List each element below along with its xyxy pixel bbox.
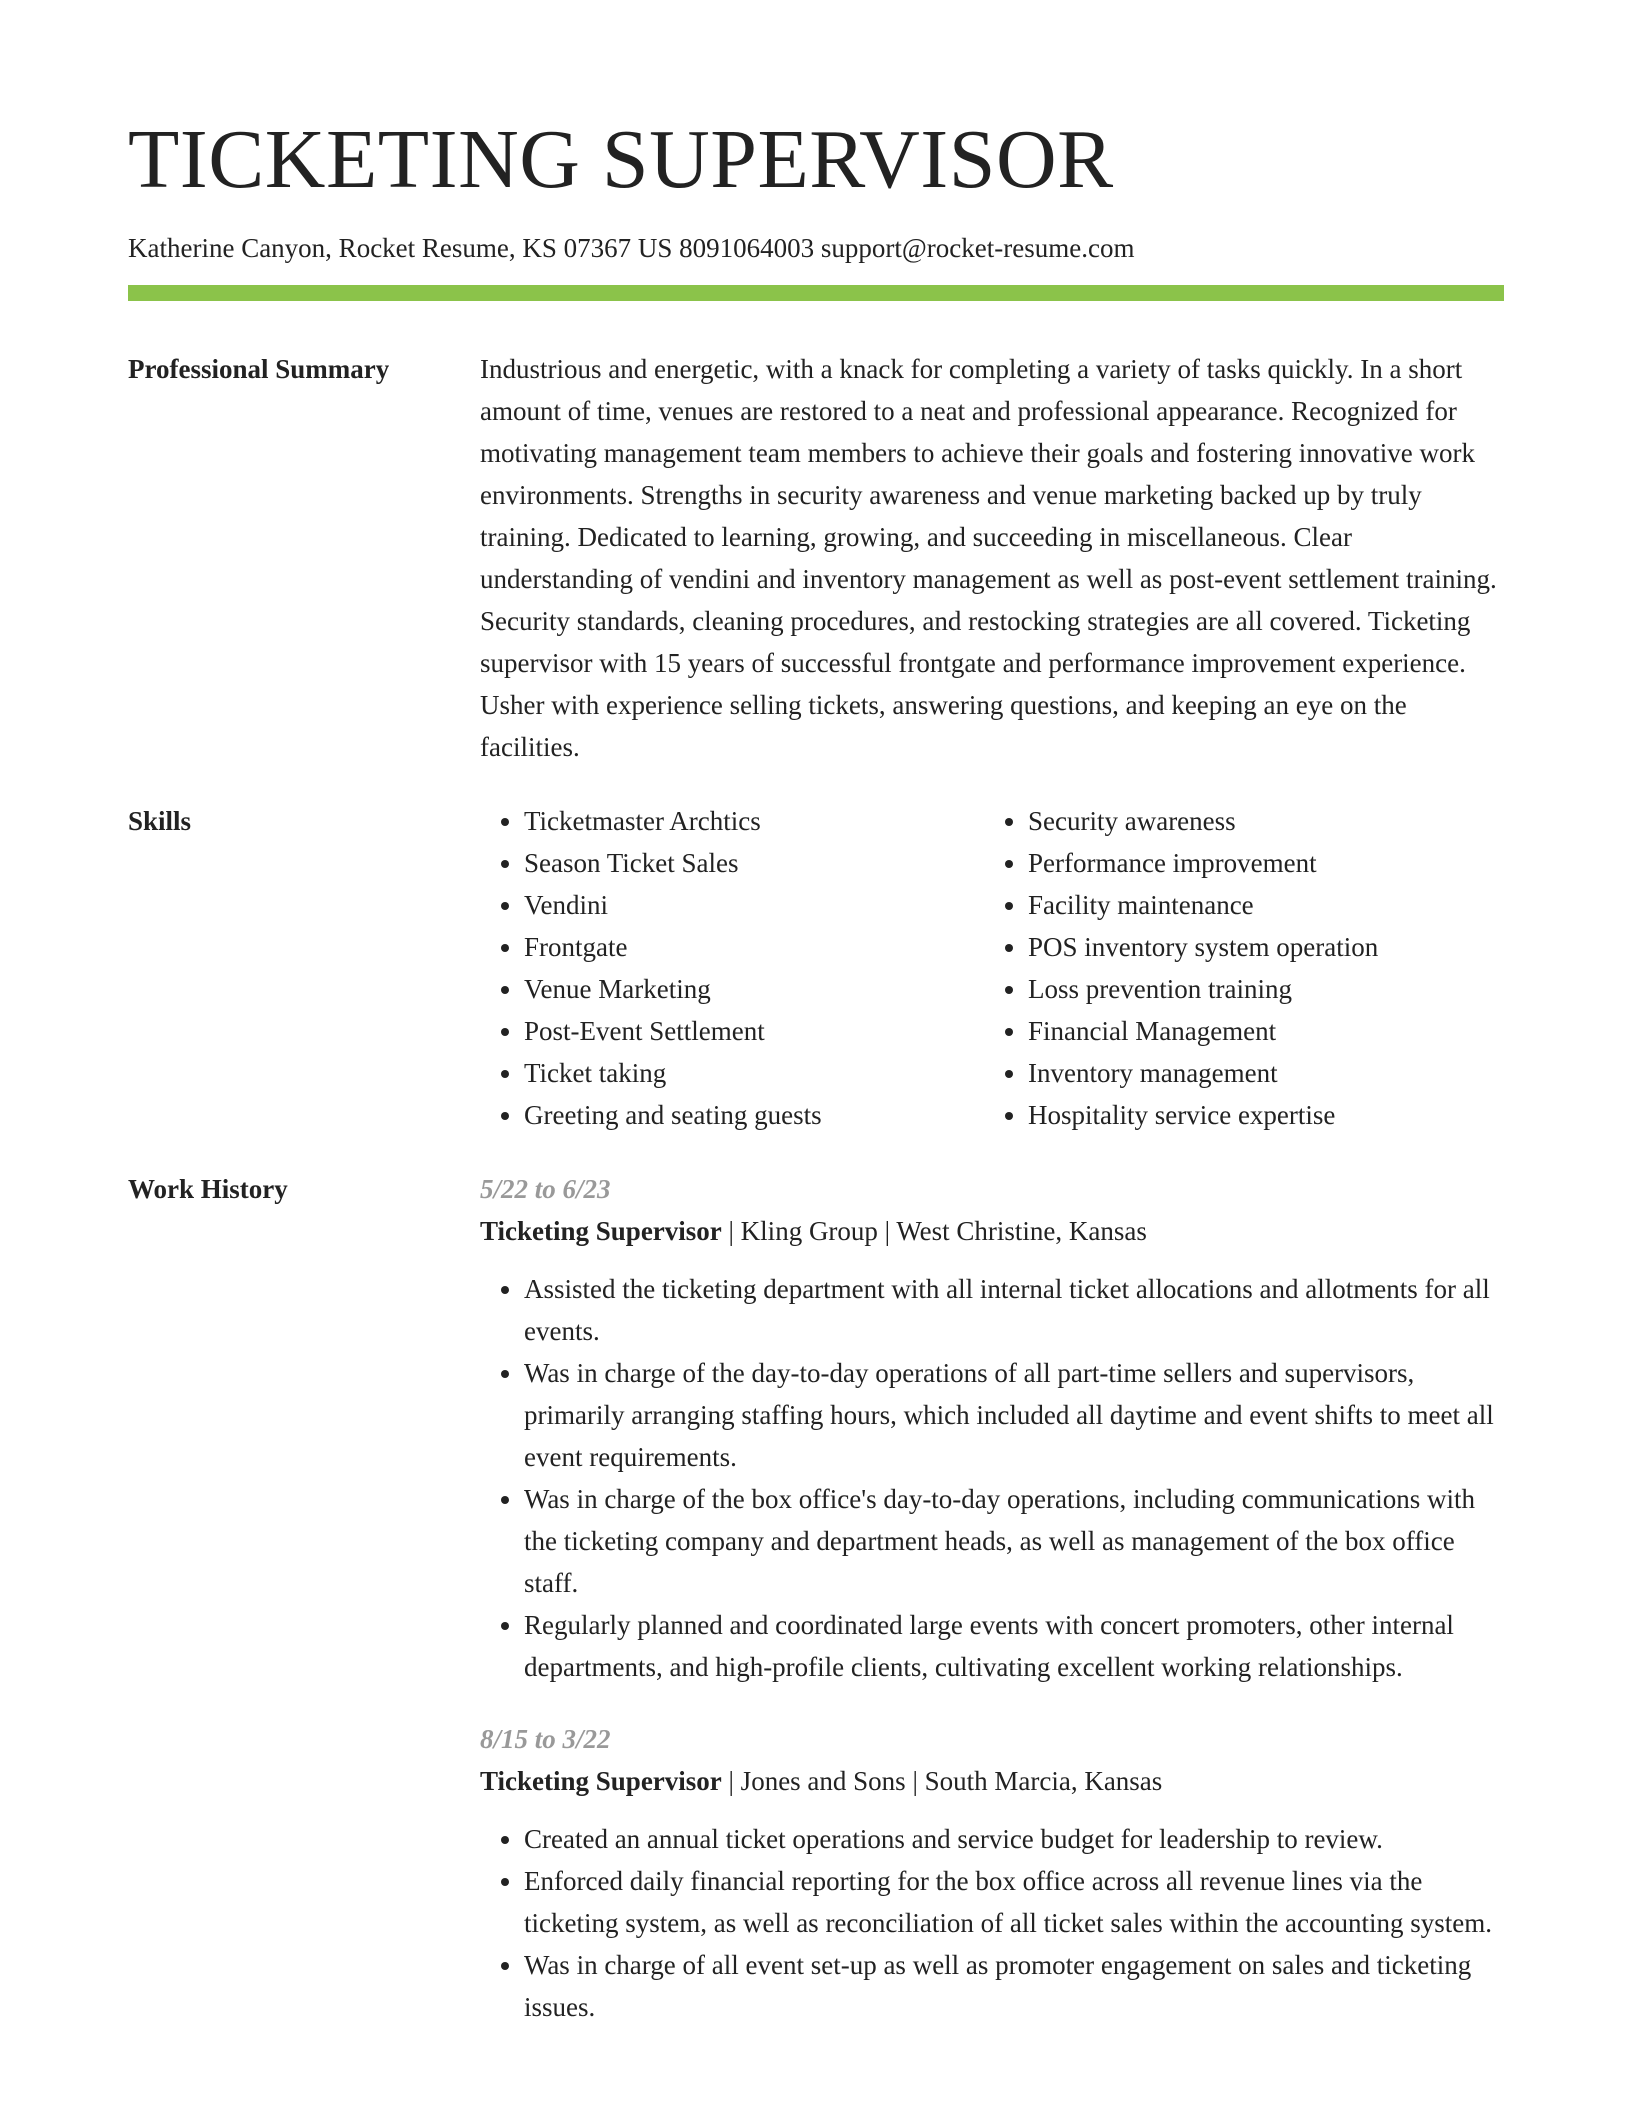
list-item: • Season Ticket Sales	[524, 842, 984, 884]
list-item: • Was in charge of all event set-up as well as promoter engagement on sales and ticketing issues.	[524, 1944, 1504, 2028]
list-item: • Ticket taking	[524, 1052, 984, 1094]
list-item: • Venue Marketing	[524, 968, 984, 1010]
job-details: | Kling Group | West Christine, Kansas	[721, 1216, 1147, 1246]
job-dates: 5/22 to 6/23	[480, 1174, 611, 1204]
list-item: • Hospitality service expertise	[1028, 1094, 1488, 1136]
list-item: • Financial Management	[1028, 1010, 1488, 1052]
job-role: Ticketing Supervisor	[480, 1766, 722, 1796]
job-bullets	[480, 1268, 1504, 1688]
list-item: • Regularly planned and coordinated large events with concert promoters, other internal departments, and high-profile clients, cultivating excellent working relationships.	[524, 1604, 1504, 1688]
job-entry	[480, 1718, 1504, 2028]
contact-line: Katherine Canyon, Rocket Resume, KS 07367 US 8091064003 support@rocket-resume.com	[128, 233, 1135, 263]
work-history-content	[480, 1168, 1504, 2028]
list-item: • Was in charge of the day-to-day operations of all part-time sellers and supervisors, primarily arranging staffing hours, which included all daytime and event shifts to meet all event requirements.	[524, 1352, 1504, 1478]
accent-divider	[128, 285, 1504, 301]
list-item: • Frontgate	[524, 926, 984, 968]
list-item: • Ticketmaster Archtics	[524, 800, 984, 842]
job-heading	[480, 1760, 1504, 1802]
list-item: • Assisted the ticketing department with all internal ticket allocations and allotments for all events.	[524, 1268, 1504, 1352]
list-item: • Loss prevention training	[1028, 968, 1488, 1010]
summary-text: Industrious and energetic, with a knack for completing a variety of tasks quickly. In a short amount of time, venues are restored to a neat and professional appearance. Recognized for motivating management team members to achieve their goals and fostering innovative work environments. Strengths in security awareness and venue marketing backed up by truly training. Dedicated to learning, growing, and succeeding in miscellaneous. Clear understanding of vendini and inventory management as well as post-event settlement training. Security standards, cleaning procedures, and restocking strategies are all covered. Ticketing supervisor with 15 years of successful frontgate and performance improvement experience. Usher with experience selling tickets, answering questions, and keeping an eye on the facilities.	[480, 354, 1497, 762]
job-dates: 8/15 to 3/22	[480, 1724, 611, 1754]
skills-label: Skills	[128, 806, 192, 836]
list-item: • Security awareness	[1028, 800, 1488, 842]
resume-title: TICKETING SUPERVISOR	[128, 113, 1114, 206]
job-role: Ticketing Supervisor	[480, 1216, 722, 1246]
list-item: • Post-Event Settlement	[524, 1010, 984, 1052]
list-item: • Was in charge of the box office's day-to-day operations, including communications with the ticketing company and department heads, as well as management of the box office staff.	[524, 1478, 1504, 1604]
work-history-label: Work History	[128, 1174, 288, 1204]
list-item: • Performance improvement	[1028, 842, 1488, 884]
skills-list-right	[984, 800, 1488, 1136]
summary-content	[480, 348, 1504, 768]
job-entry	[480, 1168, 1504, 1688]
summary-section	[128, 348, 1504, 768]
skills-section	[128, 800, 1504, 1136]
job-details: | Jones and Sons | South Marcia, Kansas	[721, 1766, 1163, 1796]
list-item: • Facility maintenance	[1028, 884, 1488, 926]
job-heading	[480, 1210, 1504, 1252]
list-item: • POS inventory system operation	[1028, 926, 1488, 968]
work-history-section	[128, 1168, 1504, 2028]
skills-content	[480, 800, 1504, 1136]
summary-label: Professional Summary	[128, 354, 390, 384]
list-item: • Vendini	[524, 884, 984, 926]
list-item: • Enforced daily financial reporting for the box office across all revenue lines via the ticketing system, as well as reconciliation of all ticket sales within the accounting system.	[524, 1860, 1504, 1944]
list-item: • Inventory management	[1028, 1052, 1488, 1094]
job-bullets	[480, 1818, 1504, 2028]
list-item: • Greeting and seating guests	[524, 1094, 984, 1136]
list-item: • Created an annual ticket operations and service budget for leadership to review.	[524, 1818, 1504, 1860]
skills-list-left	[480, 800, 984, 1136]
